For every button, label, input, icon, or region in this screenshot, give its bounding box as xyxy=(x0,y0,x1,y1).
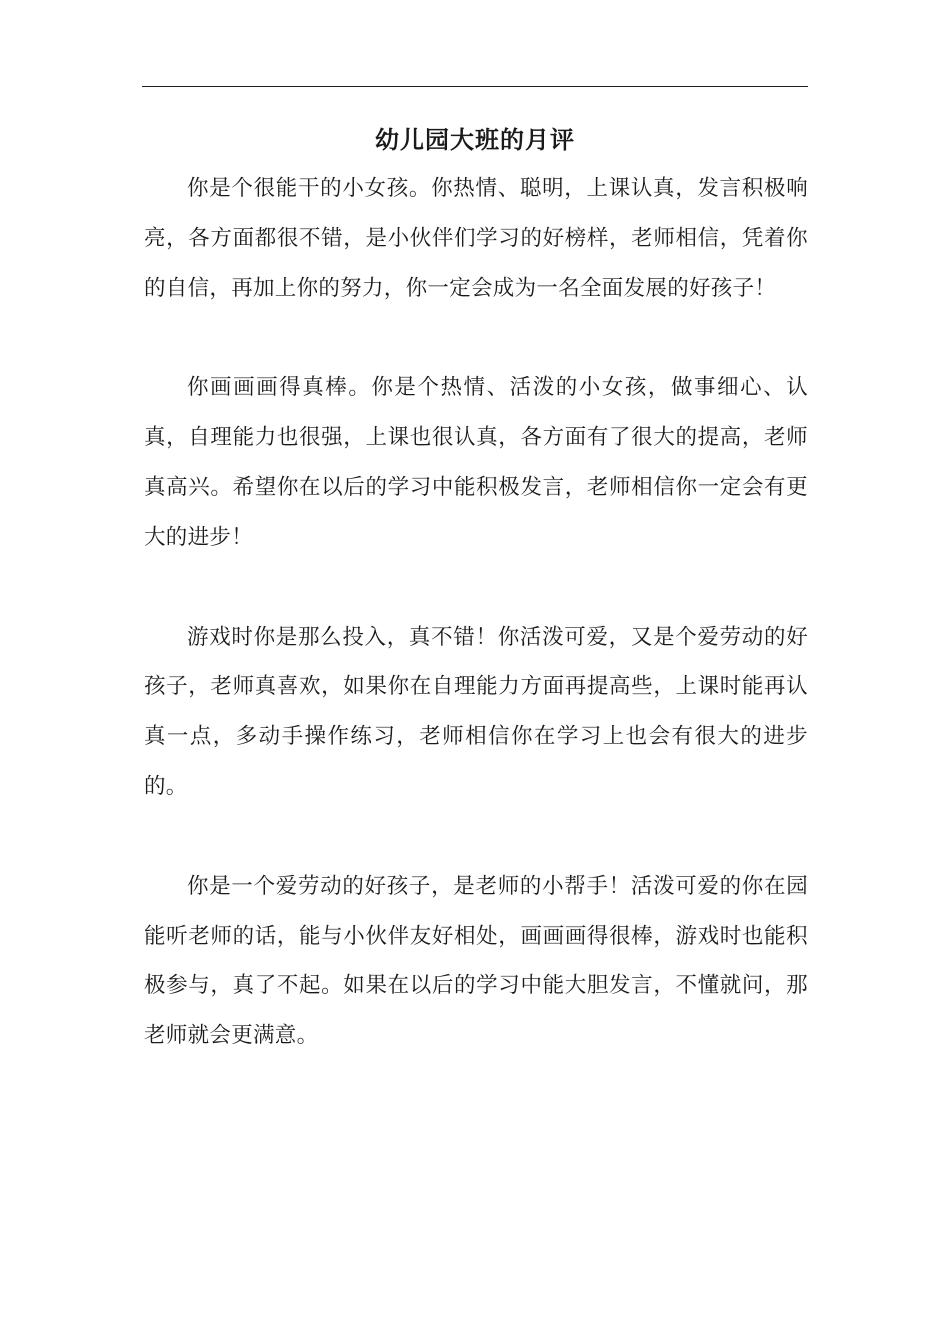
paragraph-3: 游戏时你是那么投入，真不错！你活泼可爱，又是个爱劳动的好孩子，老师真喜欢，如果你在自理能力方面再提高些，上课时能再认真一点，多动手操作练习，老师相信你在学习上也会有很大的进步的。 xyxy=(144,624,808,799)
paragraph-4: 你是一个爱劳动的好孩子，是老师的小帮手！活泼可爱的你在园能听老师的话，能与小伙伴友好相处，画画画得很棒，游戏时也能积极参与，真了不起。如果在以后的学习中能大胆发言，不懂就问，那老师就会更满意。 xyxy=(144,873,808,1049)
document-title: 幼儿园大班的月评 xyxy=(375,125,575,154)
paragraph-2: 你画画画得真棒。你是个热情、活泼的小女孩，做事细心、认真，自理能力也很强，上课也很认真，各方面有了很大的提高，老师真高兴。希望你在以后的学习中能积极发言，老师相信你一定会有更大的进步！ xyxy=(144,375,808,550)
paragraph-1: 你是个很能干的小女孩。你热情、聪明，上课认真，发言积极响亮，各方面都很不错，是小伙伴们学习的好榜样，老师相信，凭着你的自信，再加上你的努力，你一定会成为一名全面发展的好孩子！ xyxy=(144,176,808,301)
header-rule xyxy=(142,86,808,87)
document-body xyxy=(144,164,808,1111)
